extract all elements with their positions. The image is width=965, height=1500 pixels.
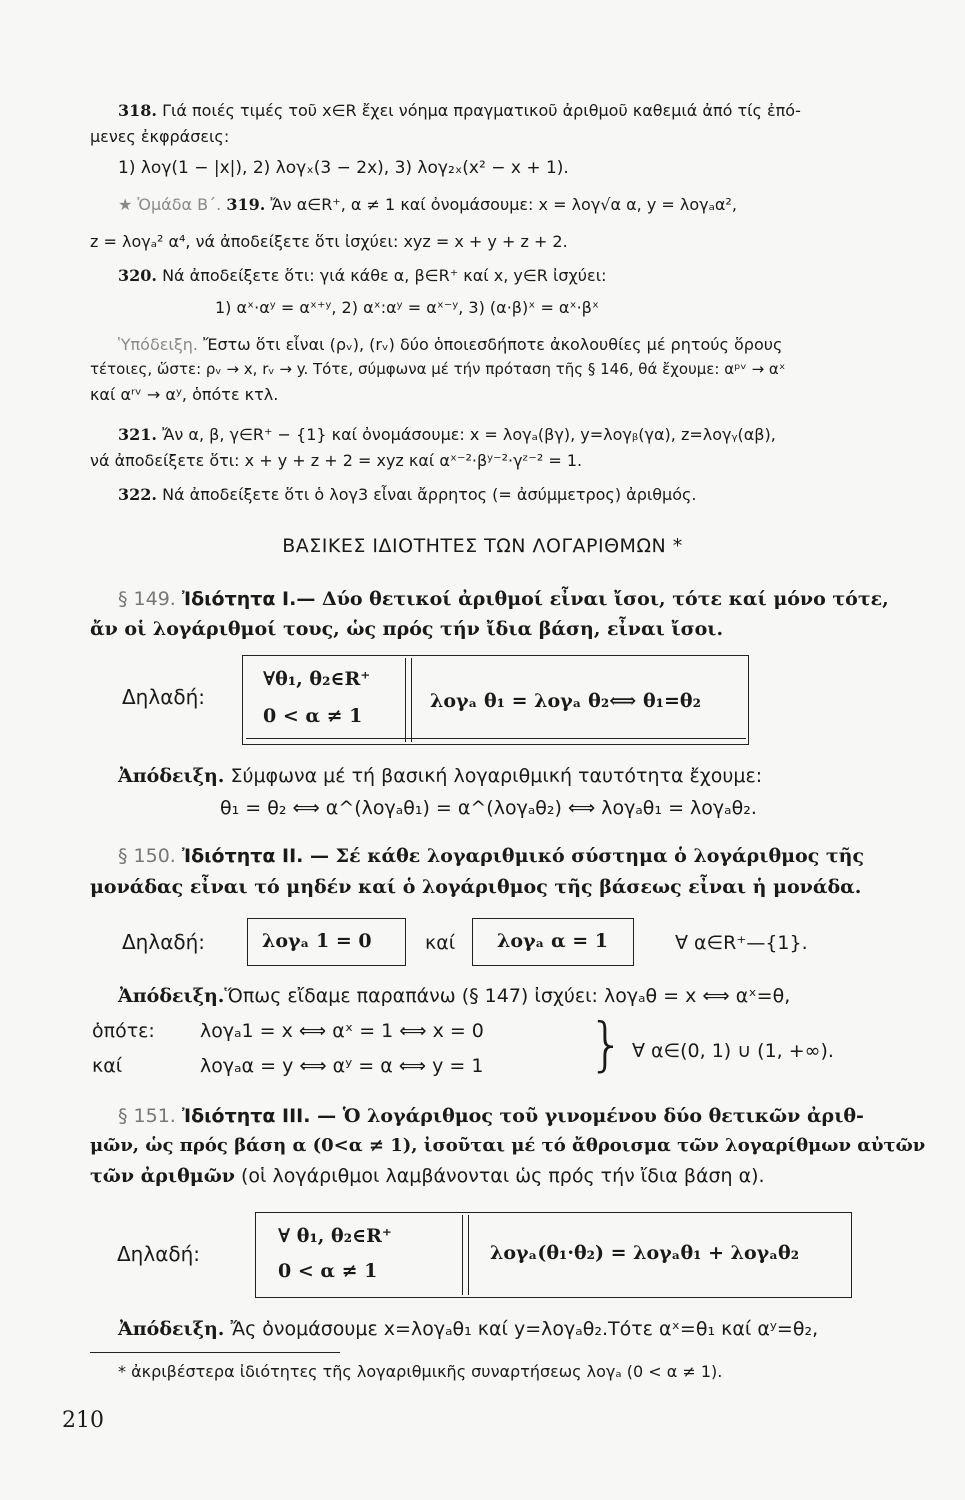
footnote: * ἀκριβέστερα ἰδιότητες τῆς λογαριθμικῆς συναρτήσεως λογₐ (0 < α ≠ 1). [118,1362,723,1381]
exercise-318-items: 1) λογ(1 − |x|), 2) λογₓ(3 − 2x), 3) λογ₂ₓ(x² − x + 1). [118,158,569,178]
hint-line2: τέτοιες, ὥστε: ρᵥ → x, rᵥ → y. Τότε, σύμφωνα μέ τήν πρόταση τῆς § 146, θά ἔχουμε: αᵖᵛ → αˣ [90,360,786,378]
exercise-320-items: 1) αˣ·αʸ = αˣ⁺ʸ, 2) αˣ:αʸ = αˣ⁻ʸ, 3) (α·β)ˣ = αˣ·βˣ [215,298,599,317]
box-divider [468,1215,469,1295]
hint-text: Ἔστω ὅτι εἶναι (ρᵥ), (rᵥ) δύο ὁποιεσδήποτε ἀκολουθίες μέ ρητούς ὅρους [203,335,783,354]
formula: λογₐ θ₁ = λογₐ θ₂⟺ θ₁=θ₂ [430,690,701,712]
and-word: καί [425,932,456,954]
box1-formula: λογₐ 1 = 0 [262,930,372,952]
property-text: τῶν ἀριθμῶν [90,1165,235,1187]
page-number: 210 [62,1408,104,1433]
proof-label: Ἀπόδειξη. [118,1318,225,1340]
s149-line1 [118,588,889,611]
exercise-319-line1 [118,195,737,214]
row2-formula: λογₐα = y ⟺ αʸ = α ⟺ y = 1 [200,1055,484,1077]
section-number: § 149. [118,588,176,610]
box-underline [246,738,746,739]
exercise-text: Γιά ποιές τιμές τοῦ x∈R ἔχει νόημα πραγματικοῦ ἀριθμοῦ καθεμιά ἀπό τίς ἐπό- [162,101,801,120]
exercise-321-line1 [118,425,776,444]
condition-1: ∀θ₁, θ₂∈R⁺ [263,668,371,690]
condition-2: 0 < α ≠ 1 [263,705,363,727]
exercise-321-line2: νά ἀποδείξετε ὅτι: x + y + z + 2 = xyz καί αˣ⁻²·βʸ⁻²·γᶻ⁻² = 1. [90,451,583,470]
hint-line3: καί αʳᵛ → αʸ, ὁπότε κτλ. [90,385,279,404]
section-heading: ΒΑΣΙΚΕΣ ΙΔΙΟΤΗΤΕΣ ΤΩΝ ΛΟΓΑΡΙΘΜΩΝ * [282,535,683,557]
s149-line2: ἄν οἱ λογάριθμοί τους, ὡς πρός τήν ἴδια βάση, εἶναι ἴσοι. [90,618,724,640]
s150-label: Δηλαδή: [122,930,206,954]
proof-text: Ὅπως εἴδαμε παραπάνω (§ 147) ἰσχύει: λογₐθ = x ⟺ αˣ=θ, [224,985,791,1007]
condition-2: 0 < α ≠ 1 [278,1260,378,1282]
exercise-319-line2: z = λογₐ² α⁴, νά ἀποδείξετε ὅτι ἰσχύει: xyz = x + y + z + 2. [90,232,568,251]
property-note: (οἱ λογάριθμοι λαμβάνονται ὡς πρός τήν ἴδια βάση α). [234,1165,765,1187]
property-text: Ὁ λογάριθμος τοῦ γινομένου δύο θετικῶν ἀριθ- [336,1105,864,1127]
row1-label: ὁπότε: [92,1020,155,1042]
row1-formula: λογₐ1 = x ⟺ αˣ = 1 ⟺ x = 0 [200,1020,484,1042]
proof-label: Ἀπόδειξη. [118,765,225,787]
proof-text: Σύμφωνα μέ τή βασική λογαριθμική ταυτότητα ἔχουμε: [224,765,763,787]
hint-line1 [118,335,782,354]
property-title: Ἰδιότητα ΙΙΙ. — [181,1105,337,1127]
group-label: ★ Ὁμάδα Β΄. [118,195,222,214]
exercise-text: Ἄν α, β, γ∈R⁺ − {1} καί ὀνομάσουμε: x = λογₐ(βγ), y=λογᵦ(γα), z=λογᵧ(αβ), [162,425,776,444]
exercise-number: 320. [118,266,157,285]
s150-proof-line1 [118,985,790,1008]
section-number: § 151. [118,1105,176,1127]
exercise-number: 321. [118,425,157,444]
s151-line1 [118,1105,864,1128]
box-divider [405,658,406,742]
box-divider [411,658,412,742]
exercise-320-line1 [118,266,607,285]
s149-proof-line1 [118,765,762,788]
right-brace: } [588,1010,625,1078]
section-number: § 150. [118,845,176,867]
row2-label: καί [92,1055,123,1077]
exercise-text: Ἄν α∈R⁺, α ≠ 1 καί ὀνομάσουμε: x = λογ√α α, y = λογₐα², [270,195,737,214]
condition-1: ∀ θ₁, θ₂∈R⁺ [278,1225,392,1247]
range-condition: ∀ α∈(0, 1) ∪ (1, +∞). [632,1040,834,1062]
property-text: Δύο θετικοί ἀριθμοί εἶναι ἴσοι, τότε καί μόνο τότε, [315,588,889,610]
property-title: Ἰδιότητα ΙΙ. — [181,845,330,867]
property-text: Σέ κάθε λογαριθμικό σύστημα ὁ λογάριθμος τῆς [329,845,865,867]
box2-formula: λογₐ α = 1 [497,930,608,952]
hint-label: Ὑπόδειξη. [118,335,198,354]
box-divider [462,1215,463,1295]
s151-line3 [90,1165,765,1188]
s150-line2: μονάδας εἶναι τό μηδέν καί ὁ λογάριθμος τῆς βάσεως εἶναι ἡ μονάδα. [90,876,862,898]
formula: λογₐ(θ₁·θ₂) = λογₐθ₁ + λογₐθ₂ [490,1242,800,1264]
proof-label: Ἀπόδειξη. [118,985,225,1007]
property-title: Ἰδιότητα Ι.— [181,588,316,610]
s150-line1 [118,845,864,868]
exercise-318-line2: μενες ἐκφράσεις: [90,127,230,146]
exercise-number: 322. [118,485,157,504]
exercise-text: Νά ἀποδείξετε ὅτι: γιά κάθε α, β∈R⁺ καί x, y∈R ἰσχύει: [162,266,607,285]
exercise-number: 318. [118,101,157,120]
proof-text: Ἄς ὀνομάσουμε x=λογₐθ₁ καί y=λογₐθ₂.Τότε αˣ=θ₁ καί αʸ=θ₂, [224,1318,819,1340]
s149-label: Δηλαδή: [122,685,206,709]
exercise-text: Νά ἀποδείξετε ὅτι ὁ λογ3 εἶναι ἄρρητος (= ἀσύμμετρος) ἀριθμός. [162,485,697,504]
exercise-number: 319. [226,195,266,214]
s151-line2: μῶν, ὡς πρός βάση α (0<α ≠ 1), ἰσοῦται μέ τό ἄθροισμα τῶν λογαρίθμων αὐτῶν [90,1135,926,1156]
forall-condition: ∀ α∈R⁺—{1}. [675,932,808,954]
footnote-rule [90,1352,340,1353]
exercise-322-line1 [118,485,697,504]
exercise-318-line1 [118,101,801,120]
s151-label: Δηλαδή: [117,1242,201,1266]
s151-proof-line1 [118,1318,818,1341]
s149-proof-line2: θ₁ = θ₂ ⟺ α^(λογₐθ₁) = α^(λογₐθ₂) ⟺ λογₐθ₁ = λογₐθ₂. [220,797,757,819]
